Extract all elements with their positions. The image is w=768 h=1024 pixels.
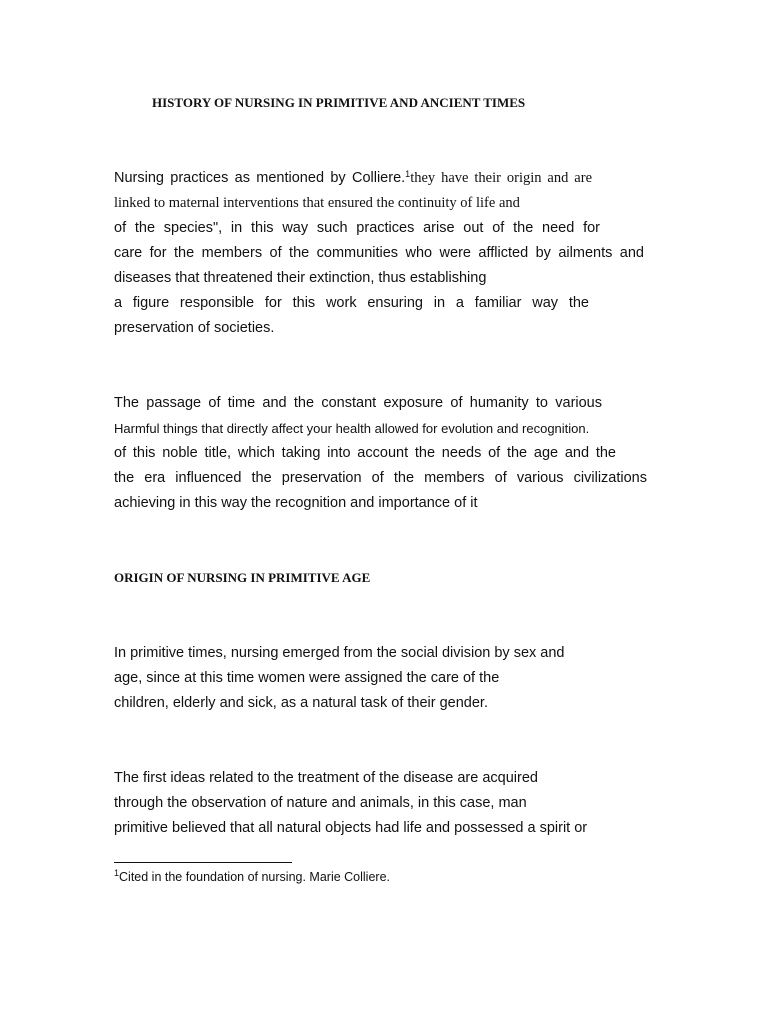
- paragraph-2-line-2: Harmful things that directly affect your health allowed for evolution and recognition.: [114, 421, 590, 436]
- paragraph-1-line-6: a figure responsible for this work ensuring in a familiar way the: [114, 295, 589, 311]
- paragraph-2-line-4: the era influenced the preservation of the members of various civilizations: [114, 470, 647, 486]
- footnote-ref: 1: [405, 169, 411, 179]
- text-segment: Nursing practices as mentioned by Colliere.: [114, 170, 406, 186]
- paragraph-1-line-1: [114, 169, 592, 187]
- paragraph-1-line-7: preservation of societies.: [114, 320, 275, 336]
- paragraph-1-line-4: care for the members of the communities who were afflicted by ailments and: [114, 245, 644, 261]
- paragraph-4-line-2: through the observation of nature and animals, in this case, man: [114, 795, 527, 811]
- paragraph-4-line-1: The first ideas related to the treatment of the disease are acquired: [114, 770, 538, 786]
- page-title: HISTORY OF NURSING IN PRIMITIVE AND ANCIENT TIMES: [152, 95, 526, 110]
- paragraph-2-line-1: The passage of time and the constant exposure of humanity to various: [114, 395, 602, 411]
- paragraph-1-line-5: diseases that threatened their extinction, thus establishing: [114, 270, 487, 286]
- paragraph-1-line-2: linked to maternal interventions that ensured the continuity of life and: [114, 195, 520, 211]
- paragraph-2-line-5: achieving in this way the recognition and importance of it: [114, 495, 478, 511]
- footnote-text: Cited in the foundation of nursing. Marie Colliere.: [119, 870, 390, 884]
- text-segment-serif: they have their origin and are: [410, 170, 592, 186]
- footnote-separator: [114, 862, 292, 863]
- paragraph-1-line-3: of the species", in this way such practices arise out of the need for: [114, 220, 600, 236]
- paragraph-3-line-2: age, since at this time women were assigned the care of the: [114, 670, 500, 686]
- paragraph-2-line-3: of this noble title, which taking into account the needs of the age and the: [114, 445, 616, 461]
- section-heading: ORIGIN OF NURSING IN PRIMITIVE AGE: [114, 570, 371, 585]
- footnote: [114, 869, 390, 885]
- paragraph-3-line-3: children, elderly and sick, as a natural task of their gender.: [114, 695, 488, 711]
- paragraph-3-line-1: In primitive times, nursing emerged from the social division by sex and: [114, 645, 565, 661]
- paragraph-4-line-3: primitive believed that all natural objects had life and possessed a spirit or: [114, 820, 588, 836]
- footnote-number: 1: [114, 868, 120, 878]
